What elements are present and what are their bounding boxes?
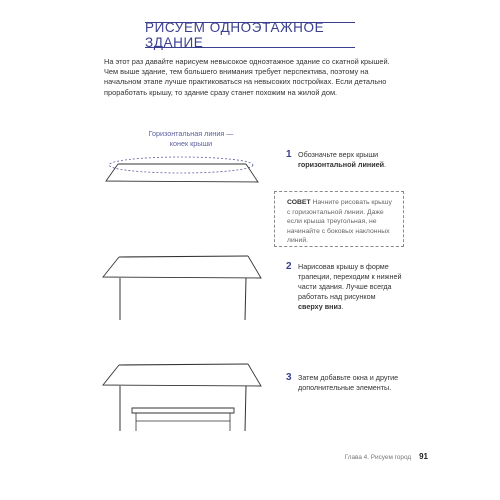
page-footer [345,452,428,461]
right-wall [245,386,246,431]
step-text [298,262,402,312]
annotation-line-2: конек крыши [169,138,213,148]
step-text-part: Нарисовав крышу в форме трапеции, переходим к нижней части здания. Лучше всегда работать над рисунком [298,262,402,301]
bench-lines [136,413,230,431]
step-text [298,150,402,170]
step-2 [286,262,402,312]
annotation-label [126,129,256,148]
intro-paragraph [104,57,402,98]
step-text-end: . [341,302,344,311]
roof-outline [103,364,261,386]
sketch-roof-line [96,148,266,193]
ridge-line [119,364,248,365]
step-text-end: . [384,160,387,169]
page-number: 91 [419,452,428,461]
ridge-line [119,256,248,257]
step-text-bold: сверху вниз [298,302,342,311]
step-number: 3 [286,372,292,383]
step-number: 2 [286,261,292,272]
roof-outline [103,256,261,278]
chapter-name: Глава 4. Рисуем город [344,454,412,461]
right-wall [245,278,246,320]
highlight-ellipse [109,157,253,173]
step-text-part: Обозначьте верх крыши [298,150,379,159]
step-number: 1 [286,149,292,160]
tip-label: СОВЕТ [287,199,311,206]
sketch-roof-walls [96,250,266,325]
window-frame [132,408,234,413]
intro-text: На этот раз давайте нарисуем невысокое одноэтажное здание со скатной крышей. Чем выше здание, тем большего внимания требует перспектива, поэтому на начальном этапе лучше практиковаться на невысоких постройках. Если детально проработать крышу, то здание сразу станет похожим на жилой дом. [104,57,390,97]
chapter-header [145,22,355,48]
tip-box [274,191,404,247]
step-3 [286,373,402,393]
step-text-part: Затем добавьте окна и другие дополнительные элементы. [298,373,399,392]
sketch-full-building [96,355,266,435]
page-title: РИСУЕМ ОДНОЭТАЖНОЕ ЗДАНИЕ [145,20,325,50]
tip-body [287,198,397,246]
step-text [298,373,402,393]
tip-text: Начните рисовать крышу с горизонтальной линии. Даже если крыша треугольная, не начинайте с боковых наклонных линий. [287,199,392,244]
step-text-bold: горизонтальной линией [298,160,385,169]
step-1 [286,150,402,170]
annotation-line-1: Горизонтальная линия — [148,129,234,138]
